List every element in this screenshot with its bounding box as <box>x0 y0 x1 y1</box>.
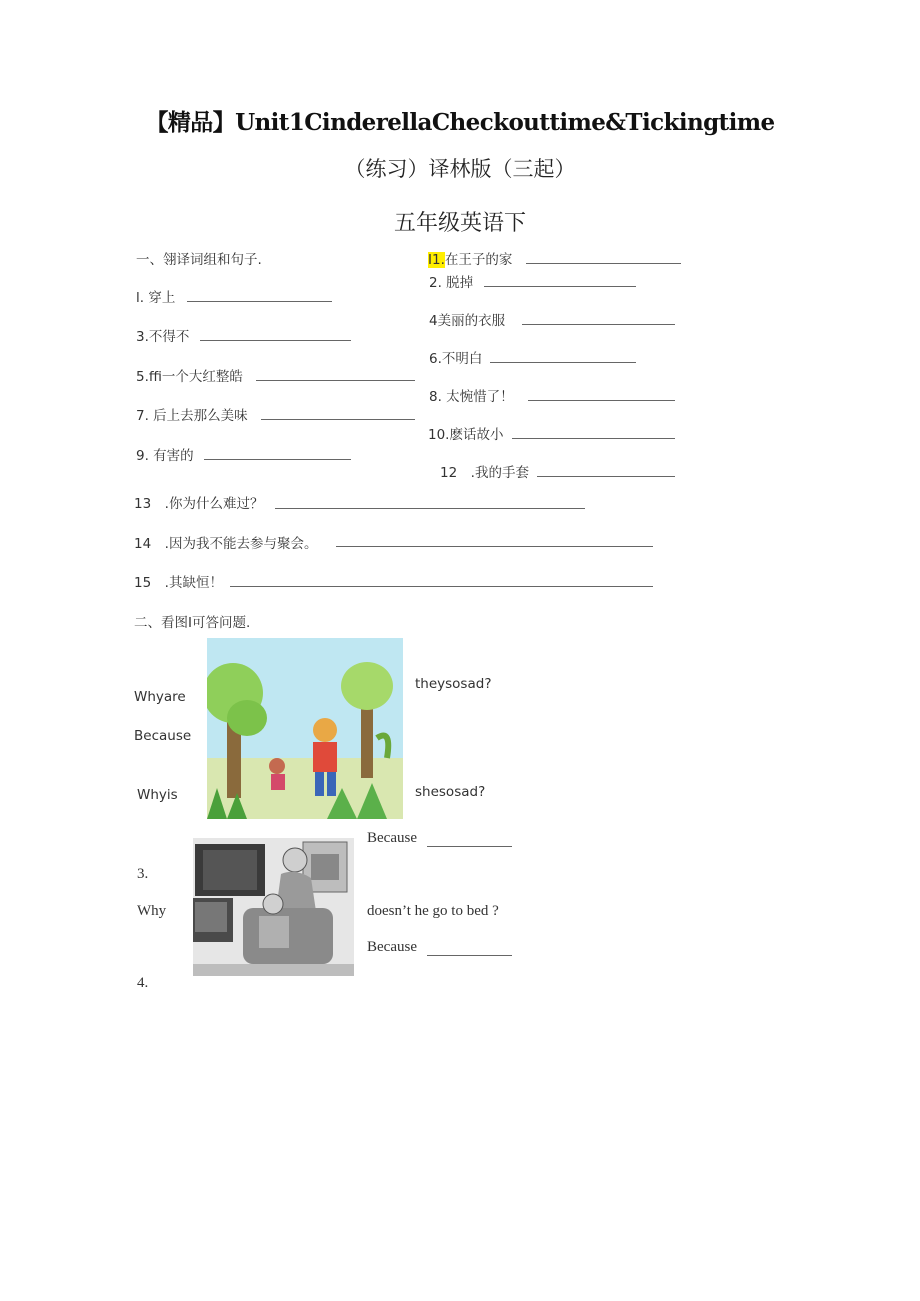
answer-line-1[interactable] <box>526 263 681 264</box>
item-10: 10.麽话故小 <box>428 427 504 443</box>
item-6: 6.不明白 <box>429 351 483 367</box>
q3-because-bottom: Because <box>367 939 417 955</box>
answer-line-8[interactable] <box>528 400 675 401</box>
q3-why: Why <box>137 903 167 919</box>
q3-number: 3. <box>137 866 149 882</box>
item-1-text: 在王子的家 <box>444 252 513 268</box>
section2-heading: 二、看图I可答问题. <box>134 615 251 631</box>
answer-line-6[interactable] <box>490 362 636 363</box>
q4-number: 4. <box>137 975 149 991</box>
item-2: 2. 脱掉 <box>429 275 474 291</box>
item-1 <box>428 248 512 268</box>
answer-line-7[interactable] <box>261 419 415 420</box>
page-title: 【精品】Unit1CinderellaCheckouttime&Tickingtime <box>145 109 775 136</box>
page-subtitle: （练习）译林版（三起） <box>344 157 576 181</box>
answer-line-2[interactable] <box>484 286 636 287</box>
answer-line-13[interactable] <box>275 508 585 509</box>
answer-line-15[interactable] <box>230 586 653 587</box>
item-1b: l. 穿上 <box>136 290 176 306</box>
q2-right: shesosad? <box>415 784 486 800</box>
item-7: 7. 后上去那么美味 <box>136 408 248 424</box>
item-5: 5.ffi一个大红整皓 <box>136 369 243 385</box>
answer-line-10[interactable] <box>512 438 675 439</box>
item-14: 14 .因为我不能去参与聚会。 <box>134 536 318 552</box>
q3-because-top: Because <box>367 830 417 846</box>
item-8: 8. 太惋惜了！ <box>429 389 514 405</box>
item-12: 12 .我的手套 <box>440 465 529 481</box>
answer-line-5[interactable] <box>256 380 415 381</box>
because-1: Because <box>134 728 192 744</box>
answer-line-because-top[interactable] <box>427 846 512 847</box>
item-15: 15 .其缺恒！ <box>134 575 223 591</box>
forest-scene-image <box>207 638 403 819</box>
section1-heading: 一、翎译词组和句子. <box>136 252 262 268</box>
q2-left: Whyis <box>137 787 178 803</box>
answer-line-1b[interactable] <box>187 301 332 302</box>
answer-line-4[interactable] <box>522 324 675 325</box>
item-13: 13 .你为什么难过？ <box>134 496 264 512</box>
answer-line-3[interactable] <box>200 340 351 341</box>
item-3: 3.不得不 <box>136 329 190 345</box>
item-1-number: I1. <box>428 252 445 268</box>
answer-line-because-bottom[interactable] <box>427 955 512 956</box>
item-9: 9. 有害的 <box>136 448 194 464</box>
page-grade-title: 五年级英语下 <box>393 211 526 236</box>
q1-right: theysosad? <box>415 676 492 692</box>
item-4: 4美丽的衣服 <box>429 313 506 329</box>
answer-line-12[interactable] <box>537 476 675 477</box>
q3-right: doesn’t he go to bed ? <box>367 903 499 919</box>
answer-line-14[interactable] <box>336 546 653 547</box>
q1-left: Whyare <box>134 689 186 705</box>
answer-line-9[interactable] <box>204 459 351 460</box>
living-room-image <box>193 838 354 976</box>
